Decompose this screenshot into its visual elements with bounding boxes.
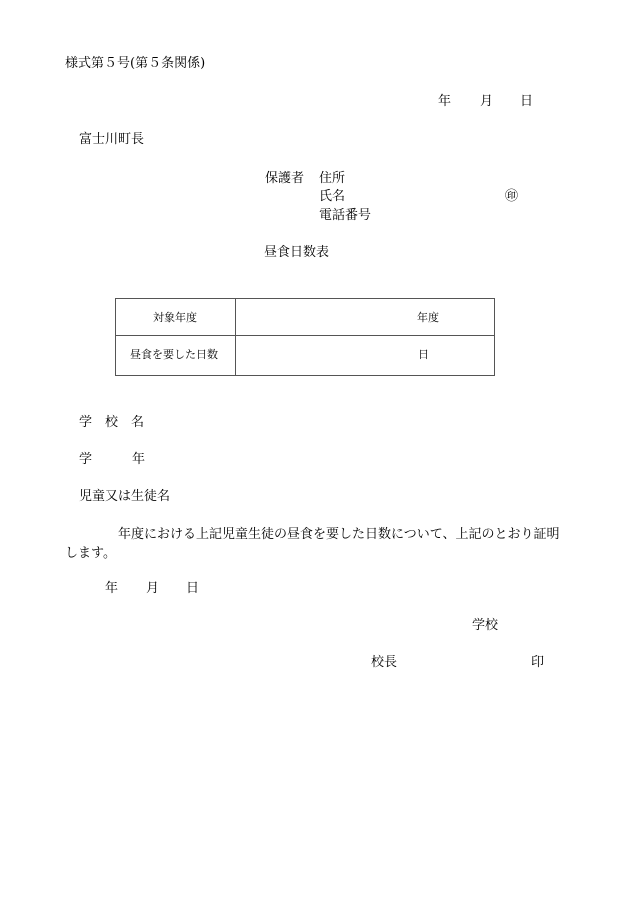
table-row-value: 年度 bbox=[417, 311, 439, 324]
date-day: 日 bbox=[520, 94, 534, 109]
table-row-label: 昼食を要した日数 bbox=[130, 348, 218, 361]
date-day: 日 bbox=[186, 581, 200, 596]
guardian-label: 保護者 bbox=[265, 171, 305, 186]
date-year: 年 bbox=[438, 94, 452, 109]
seal-mark: ㊞ bbox=[505, 189, 519, 204]
guardian-name-label: 氏名 bbox=[319, 189, 346, 204]
guardian-address-label: 住所 bbox=[319, 171, 346, 186]
table-row bbox=[116, 299, 494, 336]
form-number: 様式第５号(第５条関係) bbox=[65, 56, 206, 71]
student-name-label: 児童又は生徒名 bbox=[79, 489, 171, 504]
grade-label-prefix: 学 bbox=[79, 452, 93, 467]
stamp-label: 印 bbox=[531, 655, 545, 670]
document-title: 昼食日数表 bbox=[264, 245, 330, 260]
table-row bbox=[116, 336, 494, 375]
date-month: 月 bbox=[480, 94, 494, 109]
addressee: 富士川町長 bbox=[79, 132, 145, 147]
certification-text: 年度における上記児童生徒の昼食を要した日数について、上記のとおり証明します。 bbox=[65, 527, 560, 561]
guardian-phone-label: 電話番号 bbox=[319, 208, 372, 223]
date-year: 年 bbox=[105, 581, 119, 596]
principal-label: 校長 bbox=[371, 655, 398, 670]
table-divider bbox=[235, 299, 236, 375]
school-suffix: 学校 bbox=[472, 618, 499, 633]
table-row-label: 対象年度 bbox=[153, 311, 197, 324]
table-row-value: 日 bbox=[418, 348, 429, 361]
grade-label-suffix: 年 bbox=[132, 452, 146, 467]
date-month: 月 bbox=[146, 581, 160, 596]
school-name-label: 学 校 名 bbox=[79, 415, 145, 430]
lunch-days-table bbox=[115, 298, 495, 376]
